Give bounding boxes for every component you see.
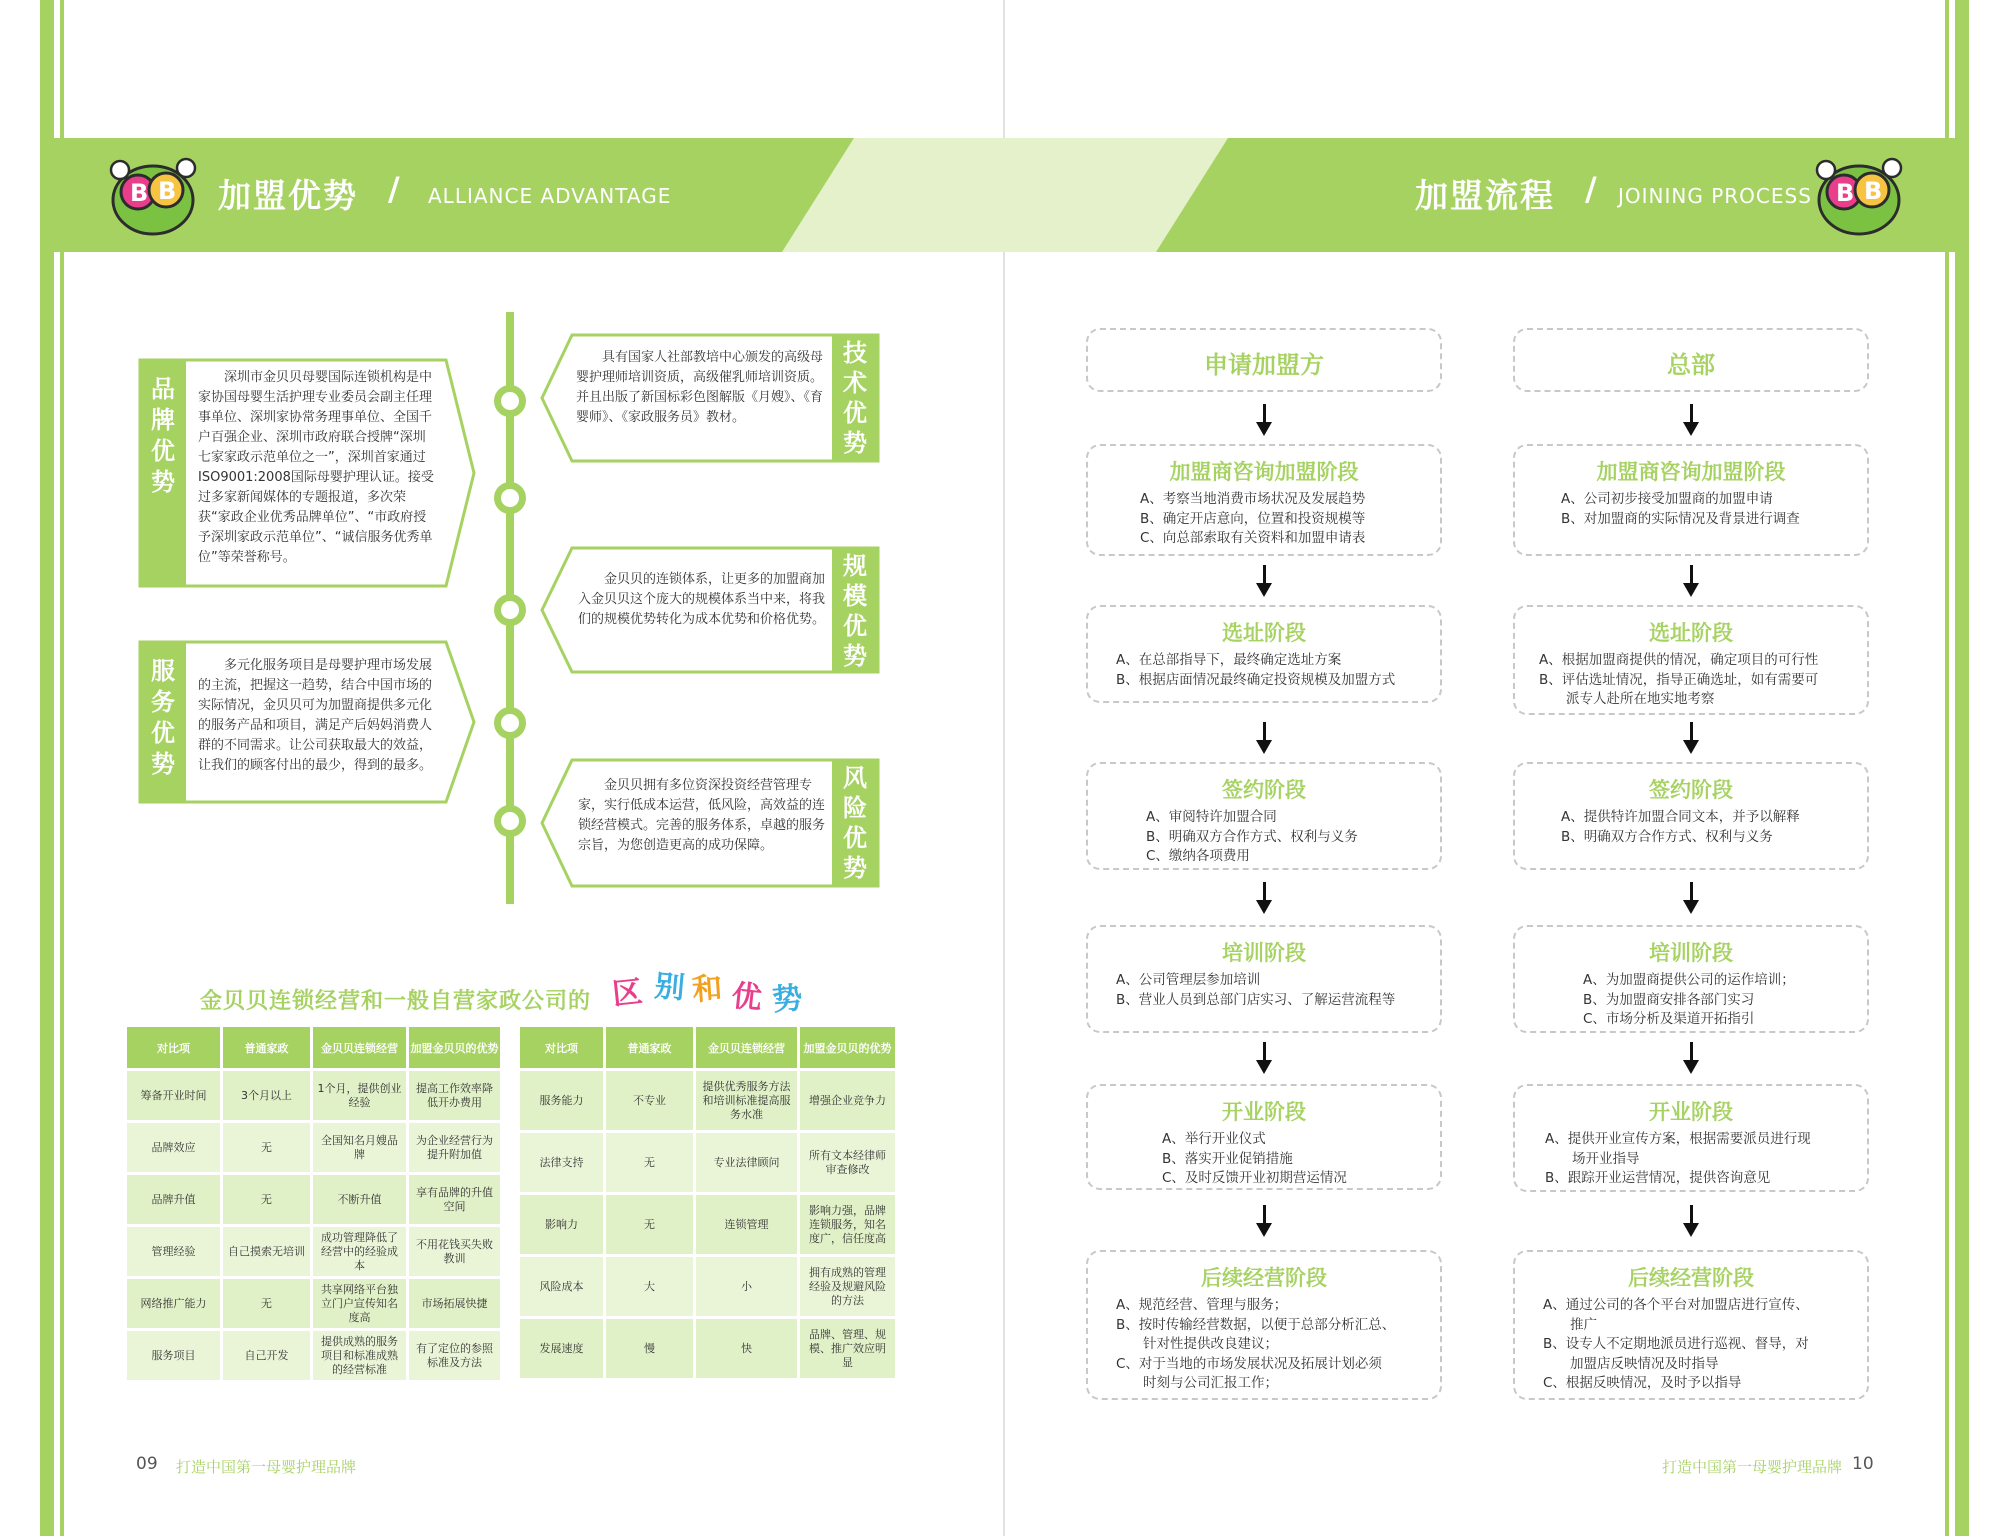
flow-head-headquarters [1513, 328, 1869, 392]
comparison-deco-char: 和 [691, 970, 724, 1008]
flow-head-title: 总部 [1667, 351, 1715, 379]
table-cell: 发展速度 [519, 1318, 605, 1380]
flow-stage-item: A、根据加盟商提供的情况，确定项目的可行性 [1539, 652, 1819, 668]
left-header-subtitle: ALLIANCE ADVANTAGE [428, 184, 672, 208]
table-cell: 影响力 [519, 1194, 605, 1256]
bb-logo-icon [1814, 150, 1904, 240]
comparison-deco-char: 别 [653, 968, 687, 1007]
table-cell: 品牌、管理、规模、推广效应明显 [799, 1318, 897, 1380]
right-header-slash: / [1585, 170, 1597, 208]
left-outer-stripe [40, 0, 54, 1536]
flow-stage-title: 后续经营阶段 [1628, 1266, 1754, 1290]
table-cell: 服务能力 [519, 1070, 605, 1132]
table-cell: 1个月，提供创业经验 [312, 1070, 408, 1122]
table-cell: 3个月以上 [222, 1070, 312, 1122]
flow-stage-item: B、对加盟商的实际情况及背景进行调查 [1561, 510, 1800, 527]
table-cell: 法律支持 [519, 1132, 605, 1194]
tech-advantage-text: 具有国家人社部教培中心颁发的高级母婴护理师培训资质，高级催乳师培训资质。并且出版了新国标彩色图解版《月嫂》、《育婴师》、《家政服务员》教材。 [576, 350, 824, 425]
flow-stage-item: B、为加盟商安排各部门实习 [1583, 991, 1755, 1008]
svg-text:B: B [158, 177, 177, 205]
risk-advantage-text: 金贝贝拥有多位资深投资经营管理专家，实行低成本运营，低风险，高效益的连锁经营模式。完善的服务体系，卓越的服务宗旨，为您创造更高的成功保障。 [578, 778, 826, 853]
table-cell: 管理经验 [126, 1226, 222, 1278]
table-cell: 所有文本经律师审查修改 [799, 1132, 897, 1194]
flow-stage-box [1513, 1250, 1869, 1400]
svg-text:B: B [1864, 177, 1883, 205]
timeline-node [494, 385, 526, 417]
svg-text:B: B [130, 179, 149, 207]
flow-stage-title: 签约阶段 [1649, 778, 1733, 802]
brand-advantage-label: 品牌优势 [140, 360, 186, 586]
table-header: 对比项 [126, 1026, 222, 1070]
table-header: 金贝贝连锁经营 [695, 1026, 799, 1070]
right-page-number: 10 [1852, 1454, 1874, 1474]
flow-stage-item: B、按时传输经营数据，以便于总部分析汇总、 [1116, 1316, 1396, 1333]
timeline-node [494, 707, 526, 739]
flow-stage-item: C、对于当地的市场发展状况及拓展计划必须 [1116, 1355, 1382, 1372]
risk-advantage-label: 风险优势 [832, 760, 878, 886]
brand-advantage-text: 深圳市金贝贝母婴国际连锁机构是中家协国母婴生活护理专业委员会副主任理事单位、深圳家协常务理事单位、全国千户百强企业、深圳市政府联合授牌“深圳七家家政示范单位之一”，深圳首家通过ISO9001:2008国际母婴护理认证。接受过多家新闻媒体的专题报道，多次荣获“家政企业优秀品牌单位”、“市政府授予深圳家政示范单位”、“诚信服务优秀单位”等荣誉称号。 [198, 370, 434, 565]
flow-stage-box [1086, 762, 1442, 870]
flow-head-applicant [1086, 328, 1442, 392]
table-cell: 慢 [605, 1318, 695, 1380]
table-cell: 无 [222, 1278, 312, 1330]
flow-stage-box [1086, 444, 1442, 556]
flow-stage-title: 选址阶段 [1649, 621, 1733, 645]
flow-stage-item: A、审阅特许加盟合同 [1146, 809, 1277, 825]
bb-logo-icon [108, 150, 198, 240]
flow-stage-item: A、提供特许加盟合同文本，并予以解释 [1561, 809, 1800, 825]
right-header-subtitle: JOINING PROCESS [1618, 184, 1812, 208]
flow-stage-title: 选址阶段 [1222, 621, 1306, 645]
flow-stage-item: 推广 [1543, 1316, 1597, 1333]
flow-stage-title: 开业阶段 [1222, 1100, 1306, 1124]
flow-stage-item: B、明确双方合作方式、权利与义务 [1561, 828, 1773, 845]
flow-stage-item: 加盟店反映情况及时指导 [1543, 1355, 1719, 1372]
flow-stage-title: 开业阶段 [1649, 1100, 1733, 1124]
flow-stage-item: 时刻与公司汇报工作； [1116, 1375, 1278, 1391]
left-header-title: 加盟优势 [218, 176, 358, 215]
service-advantage-label: 服务优势 [140, 642, 186, 802]
flow-stage-item: C、向总部索取有关资料和加盟申请表 [1140, 530, 1366, 546]
right-outer-stripe [1955, 0, 1969, 1536]
comparison-deco-char: 区 [610, 974, 645, 1013]
table-cell: 专业法律顾问 [695, 1132, 799, 1194]
flow-stage-box [1513, 605, 1869, 715]
table-cell: 不断升值 [312, 1174, 408, 1226]
table-cell: 共享网络平台独立门户宣传知名度高 [312, 1278, 408, 1330]
comparison-title: 金贝贝连锁经营和一般自营家政公司的 [200, 989, 592, 1014]
flow-stage-item: B、营业人员到总部门店实习、了解运营流程等 [1116, 991, 1396, 1008]
flow-stage-item: A、提供开业宣传方案，根据需要派员进行现 [1545, 1131, 1811, 1147]
comparison-table-1 [124, 1024, 503, 1383]
table-cell: 成功管理降低了经营中的经验成本 [312, 1226, 408, 1278]
table-cell: 影响力强，品牌连锁服务，知名度广，信任度高 [799, 1194, 897, 1256]
table-cell: 品牌效应 [126, 1122, 222, 1174]
flow-stage-title: 培训阶段 [1222, 941, 1306, 965]
tech-advantage-label: 技术优势 [832, 335, 878, 461]
table-cell: 连锁管理 [695, 1194, 799, 1256]
timeline-node [494, 805, 526, 837]
flow-head-title: 申请加盟方 [1204, 351, 1324, 379]
table-header: 普通家政 [222, 1026, 312, 1070]
flow-stage-item: A、通过公司的各个平台对加盟店进行宣传、 [1543, 1297, 1809, 1313]
service-advantage-text: 多元化服务项目是母婴护理市场发展的主流，把握这一趋势，结合中国市场的实际情况，金贝贝可为加盟商提供多元化的服务产品和项目，满足产后妈妈消费人群的不同需求。让公司获取最大的效益，让我们的顾客付出的最少，得到的最多。 [198, 658, 433, 773]
flow-stage-item: C、市场分析及渠道开拓指引 [1583, 1011, 1755, 1027]
table-cell: 增强企业竞争力 [799, 1070, 897, 1132]
flow-stage-item: B、设专人不定期地派员进行巡视、督导，对 [1543, 1336, 1809, 1352]
flow-stage-item: A、举行开业仪式 [1162, 1131, 1266, 1147]
table-cell: 不用花钱买失败教训 [408, 1226, 502, 1278]
flow-stage-item: B、确定开店意向，位置和投资规模等 [1140, 510, 1366, 527]
flow-stage-item: B、明确双方合作方式、权利与义务 [1146, 828, 1358, 845]
flow-stage-box [1086, 925, 1442, 1033]
table-cell: 小 [695, 1256, 799, 1318]
left-page-number: 09 [136, 1454, 158, 1474]
table-cell: 全国知名月嫂品牌 [312, 1122, 408, 1174]
table-cell: 风险成本 [519, 1256, 605, 1318]
flow-stage-item: A、考察当地消费市场状况及发展趋势 [1140, 491, 1366, 507]
table-cell: 有了定位的参照标准及方法 [408, 1330, 502, 1382]
table-cell: 大 [605, 1256, 695, 1318]
timeline-node [494, 594, 526, 626]
flow-stage-box [1513, 762, 1869, 870]
flow-stage-box [1513, 444, 1869, 556]
table-cell: 不专业 [605, 1070, 695, 1132]
table-cell: 快 [695, 1318, 799, 1380]
right-header-title: 加盟流程 [1415, 176, 1555, 215]
table-cell: 提供成熟的服务项目和标准成熟的经营标准 [312, 1330, 408, 1382]
flow-stage-item: 场开业指导 [1545, 1150, 1640, 1167]
flow-stage-item: A、为加盟商提供公司的运作培训； [1583, 972, 1795, 988]
flow-stage-box [1513, 925, 1869, 1033]
left-header-slash: / [388, 170, 400, 208]
scale-advantage-text: 金贝贝的连锁体系，让更多的加盟商加入金贝贝这个庞大的规模体系当中来，将我们的规模优势转化为成本优势和价格优势。 [578, 572, 826, 627]
table-cell: 提供优秀服务方法和培训标准提高服务水准 [695, 1070, 799, 1132]
scale-advantage-label: 规模优势 [832, 548, 878, 672]
flow-stage-title: 加盟商咨询加盟阶段 [1596, 460, 1786, 484]
flow-stage-item: 针对性提供改良建议； [1116, 1336, 1278, 1352]
flow-stage-item: B、评估选址情况，指导正确选址，如有需要可 [1539, 671, 1819, 688]
flow-stage-item: 派专人赴所在地实地考察 [1539, 691, 1715, 707]
timeline-node [494, 482, 526, 514]
table-cell: 无 [605, 1132, 695, 1194]
flow-stage-item: A、在总部指导下，最终确定选址方案 [1116, 652, 1342, 668]
table-cell: 拥有成熟的管理经验及规避风险的方法 [799, 1256, 897, 1318]
table-cell: 服务项目 [126, 1330, 222, 1382]
flow-stage-title: 签约阶段 [1222, 778, 1306, 802]
flow-stage-title: 后续经营阶段 [1201, 1266, 1327, 1290]
table-header: 加盟金贝贝的优势 [799, 1026, 897, 1070]
flow-stage-item: A、公司管理层参加培训 [1116, 972, 1261, 988]
table-cell: 为企业经营行为提升附加值 [408, 1122, 502, 1174]
table-cell: 无 [222, 1174, 312, 1226]
table-cell: 品牌升值 [126, 1174, 222, 1226]
flow-stage-title: 培训阶段 [1649, 941, 1733, 965]
flow-stage-item: A、规范经营、管理与服务； [1116, 1297, 1288, 1313]
table-header: 金贝贝连锁经营 [312, 1026, 408, 1070]
flow-stage-item: B、跟踪开业运营情况，提供咨询意见 [1545, 1170, 1771, 1186]
flow-stage-item: C、及时反馈开业初期营运情况 [1162, 1170, 1347, 1186]
table-header: 加盟金贝贝的优势 [408, 1026, 502, 1070]
flow-stage-title: 加盟商咨询加盟阶段 [1169, 460, 1359, 484]
table-header: 对比项 [519, 1026, 605, 1070]
flow-stage-box [1086, 1250, 1442, 1400]
table-cell: 筹备开业时间 [126, 1070, 222, 1122]
left-footer-slogan: 打造中国第一母婴护理品牌 [176, 1458, 357, 1476]
flow-stage-item: B、落实开业促销措施 [1162, 1150, 1293, 1167]
flow-stage-item: B、根据店面情况最终确定投资规模及加盟方式 [1116, 671, 1396, 688]
comparison-table-2 [517, 1024, 898, 1381]
flow-stage-item: A、公司初步接受加盟商的加盟申请 [1561, 491, 1773, 507]
table-cell: 无 [605, 1194, 695, 1256]
table-cell: 网络推广能力 [126, 1278, 222, 1330]
flow-stage-box [1513, 1084, 1869, 1192]
flow-stage-item: C、根据反映情况，及时予以指导 [1543, 1375, 1742, 1391]
flow-stage-box [1086, 1084, 1442, 1190]
right-footer-slogan: 打造中国第一母婴护理品牌 [1662, 1458, 1843, 1476]
table-cell: 自己开发 [222, 1330, 312, 1382]
flow-stage-box [1086, 605, 1442, 703]
table-header: 普通家政 [605, 1026, 695, 1070]
comparison-deco-char: 优 [729, 978, 764, 1017]
table-cell: 提高工作效率降低开办费用 [408, 1070, 502, 1122]
flow-stage-item: C、缴纳各项费用 [1146, 848, 1250, 864]
table-cell: 无 [222, 1122, 312, 1174]
comparison-deco-char: 势 [770, 980, 804, 1019]
svg-text:B: B [1836, 179, 1855, 207]
table-cell: 享有品牌的升值空间 [408, 1174, 502, 1226]
table-cell: 市场拓展快捷 [408, 1278, 502, 1330]
table-cell: 自己摸索无培训 [222, 1226, 312, 1278]
